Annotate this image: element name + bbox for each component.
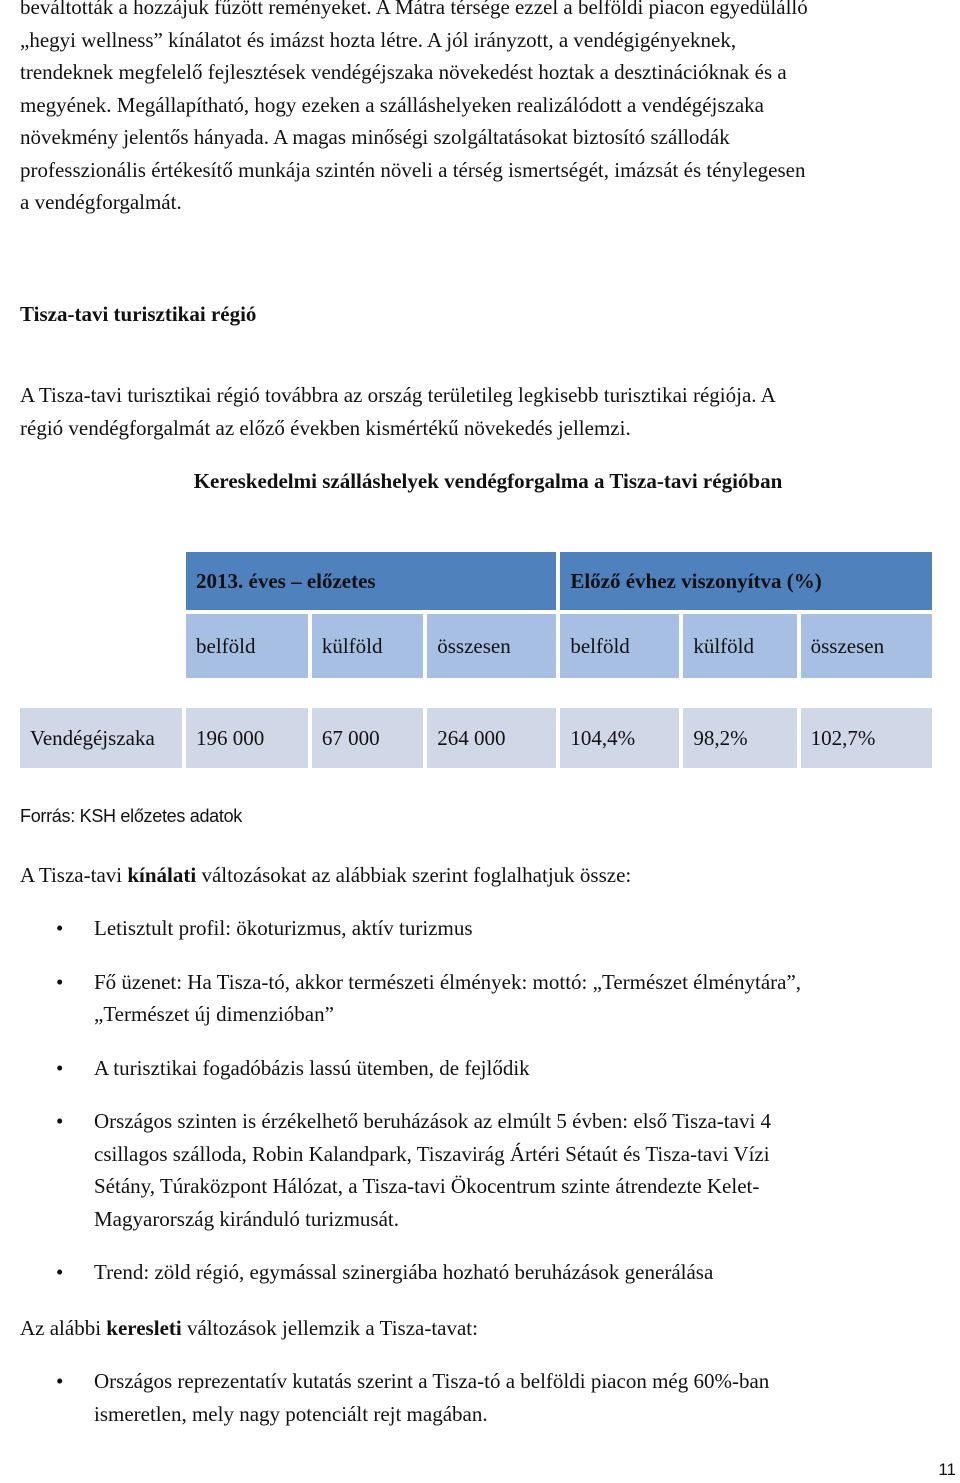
intro-line: a vendégforgalmát. (20, 190, 182, 214)
list-item (20, 1256, 956, 1289)
subheader-cell: külföld (683, 614, 796, 678)
table-row (20, 708, 932, 768)
page-number: 11 (938, 1460, 956, 1479)
subheader-cell: külföld (312, 614, 423, 678)
list-item-line: Magyarország kiránduló turizmusát. (94, 1206, 399, 1231)
list-item-line: ismeretlen, mely nagy potenciált rejt magában. (94, 1401, 488, 1426)
demand-intro (20, 1312, 956, 1345)
list-item-line: Letisztult profil: ökoturizmus, aktív turizmus (94, 916, 473, 940)
list-item (20, 1052, 956, 1085)
value-cell: 196 000 (186, 708, 308, 768)
row-label-cell: Vendégéjszaka (20, 708, 182, 768)
table-corner-cell (20, 614, 182, 678)
region-paragraph (20, 379, 956, 444)
list-item (20, 912, 956, 945)
supply-intro-bold: kínálati (127, 863, 197, 887)
list-item (20, 1105, 956, 1235)
list-item-line: Országos szinten is érzékelhető beruházások az elmúlt 5 évben: első Tisza-tavi 4 (94, 1109, 772, 1133)
subheader-cell: belföld (560, 614, 679, 678)
supply-intro-text: A Tisza-tavi (20, 863, 128, 887)
list-item-line: Országos reprezentatív kutatás szerint a Tisza-tó a belföldi piacon még 60%-ban (94, 1369, 770, 1393)
bullet-icon: • (56, 1055, 64, 1080)
intro-line: megyének. Megállapítható, hogy ezeken a szálláshelyeken realizálódott a vendégéjszaka (20, 92, 765, 117)
demand-bullet-list (20, 1365, 956, 1430)
region-line: A Tisza-tavi turisztikai régió továbbra az ország területileg legkisebb turisztikai régiója. A (20, 383, 776, 407)
demand-intro-text: változások jellemzik a Tisza-tavat: (181, 1316, 478, 1340)
intro-line: trendeknek megfelelő fejlesztések vendégéjszaka növekedést hoztak a desztinációknak és a (20, 60, 787, 84)
bullet-icon: • (56, 1260, 64, 1284)
supply-intro-text: változásokat az alábbiak szerint foglalhatjuk össze: (196, 863, 632, 887)
list-item-line: Trend: zöld régió, egymással szinergiába hozható beruházások generálása (94, 1260, 714, 1284)
table-corner-cell (20, 552, 182, 610)
table-subheader-row (20, 614, 932, 678)
value-cell: 98,2% (683, 708, 796, 768)
list-item-line: csillagos szálloda, Robin Kalandpark, Tiszavirág Ártéri Sétaút és Tisza-tavi Vízi (94, 1141, 770, 1166)
source-note: Forrás: KSH előzetes adatok (20, 806, 243, 826)
region-line: régió vendégforgalmát az előző években kismértékű növekedés jellemzi. (20, 415, 631, 440)
intro-line: „hegyi wellness” kínálatot és imázst hozta létre. A jól irányzott, a vendégigényeknek, (20, 27, 737, 52)
list-item-line: A turisztikai fogadóbázis lassú ütemben, de fejlődik (94, 1055, 530, 1080)
demand-intro-bold: keresleti (106, 1316, 182, 1340)
supply-bullet-list (20, 912, 956, 1289)
subheader-cell: belföld (186, 614, 308, 678)
intro-line: beváltották a hozzájuk fűzött reményeket. A Mátra térsége ezzel a belföldi piacon egyedülálló (20, 0, 808, 19)
guest-nights-table (16, 552, 936, 768)
demand-intro-text: Az alábbi (20, 1316, 107, 1340)
value-cell: 67 000 (312, 708, 423, 768)
supply-intro (20, 859, 956, 892)
value-cell: 102,7% (801, 708, 932, 768)
bullet-icon: • (56, 916, 64, 940)
bullet-icon: • (56, 1369, 64, 1393)
group-header-2013: 2013. éves – előzetes (186, 552, 556, 610)
section-title: Tisza-tavi turisztikai régió (20, 302, 257, 326)
group-header-previous-year: Előző évhez viszonyítva (%) (560, 552, 932, 610)
table-title: Kereskedelmi szálláshelyek vendégforgalma a Tisza-tavi régióban (193, 469, 783, 493)
list-item-line: „Természet új dimenzióban” (94, 1002, 334, 1026)
list-item-line: Fő üzenet: Ha Tisza-tó, akkor természeti élmények: mottó: „Természet élménytára”, (94, 969, 802, 994)
list-item (20, 966, 956, 1031)
intro-line: növekmény jelentős hányada. A magas minőségi szolgáltatásokat biztosító szállodák (20, 125, 730, 149)
bullet-icon: • (56, 969, 64, 994)
bullet-icon: • (56, 1109, 64, 1133)
list-item-line: Sétány, Túraközpont Hálózat, a Tisza-tavi Ökocentrum szinte átrendezte Kelet- (94, 1174, 760, 1198)
intro-line: professzionális értékesítő munkája szintén növeli a térség ismertségét, imázsát és ténylegesen (20, 157, 806, 182)
table-group-header-row (20, 552, 932, 610)
intro-paragraph (20, 0, 956, 219)
value-cell: 264 000 (427, 708, 556, 768)
list-item (20, 1365, 956, 1430)
value-cell: 104,4% (560, 708, 679, 768)
subheader-cell: összesen (427, 614, 556, 678)
subheader-cell: összesen (801, 614, 932, 678)
